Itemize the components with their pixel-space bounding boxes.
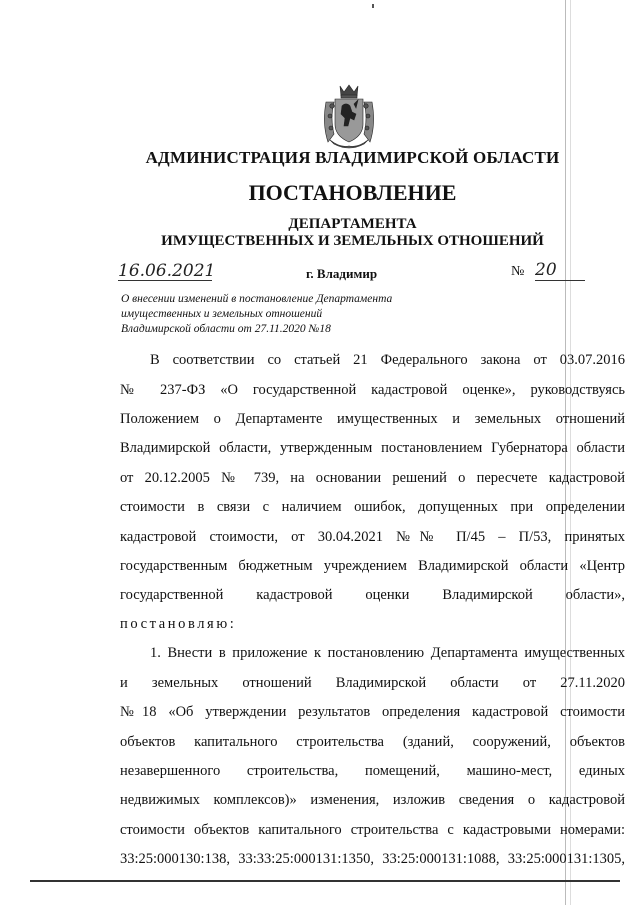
body-line: кадастровой стоимости, от 30.04.2021 №№ П/45 – П/53, принятых	[120, 529, 625, 545]
body-line: объектов капитального строительства (зданий, сооружений, объектов	[120, 734, 625, 750]
body-line: 33:25:000130:138, 33:33:25:000131:1350, 33:25:000131:1088, 33:25:000131:1305,	[120, 851, 625, 867]
body-line: стоимости объектов капитального строительства с кадастровыми номерами:	[120, 822, 625, 838]
body-line: №18 «Об утверждении результатов определения кадастровой стоимости	[120, 704, 625, 720]
scan-artifact	[372, 4, 374, 8]
body-line: В соответствии со статьей 21 Федерального закона от 03.07.2016	[150, 352, 625, 368]
department-title-line1: ДЕПАРТАМЕНТА	[288, 216, 417, 232]
administration-title: АДМИНИСТРАЦИЯ ВЛАДИМИРСКОЙ ОБЛАСТИ	[145, 148, 560, 167]
body-line: № 237-ФЗ «О государственной кадастровой оценке», руководствуясь	[120, 382, 625, 398]
scan-artifact	[30, 880, 620, 882]
document-number-label: №	[511, 264, 525, 279]
body-line: Положением о Департаменте имущественных и земельных отношений	[120, 411, 625, 427]
subject-line: Владимирской области от 27.11.2020 №18	[121, 323, 331, 335]
body-line: государственной кадастровой оценки Владимирской области»,	[120, 587, 625, 603]
document-city: г. Владимир	[306, 266, 378, 281]
subject-line: имущественных и земельных отношений	[121, 308, 323, 320]
body-line: стоимости в связи с наличием ошибок, допущенных при определении	[120, 499, 625, 515]
body-line: от 20.12.2005 № 739, на основании решений о пересчете кадастровой	[120, 470, 625, 486]
subject-line: О внесении изменений в постановление Департамента	[121, 293, 393, 305]
body-line: 1. Внести в приложение к постановлению Департамента имущественных	[150, 645, 625, 661]
document-subject	[121, 292, 441, 337]
body-line: постановляю:	[120, 616, 237, 632]
body-line: недвижимых комплексов)» изменения, изложив сведения о кадастровой	[120, 792, 625, 808]
body-line: и земельных отношений Владимирской области от 27.11.2020	[120, 675, 625, 691]
body-line: Владимирской области, утвержденным постановлением Губернатора области	[120, 440, 625, 456]
department-title-line2: ИМУЩЕСТВЕННЫХ И ЗЕМЕЛЬНЫХ ОТНОШЕНИЙ	[161, 233, 544, 249]
document-number: 20	[535, 260, 585, 281]
body-line: незавершенного строительства, помещений, машино-мест, единых	[120, 763, 625, 779]
body-line: государственным бюджетным учреждением Владимирской области «Центр	[120, 558, 625, 574]
coat-of-arms-emblem	[320, 84, 378, 150]
document-type-title: ПОСТАНОВЛЕНИЕ	[248, 180, 457, 205]
document-date: 16.06.2021	[118, 261, 216, 281]
